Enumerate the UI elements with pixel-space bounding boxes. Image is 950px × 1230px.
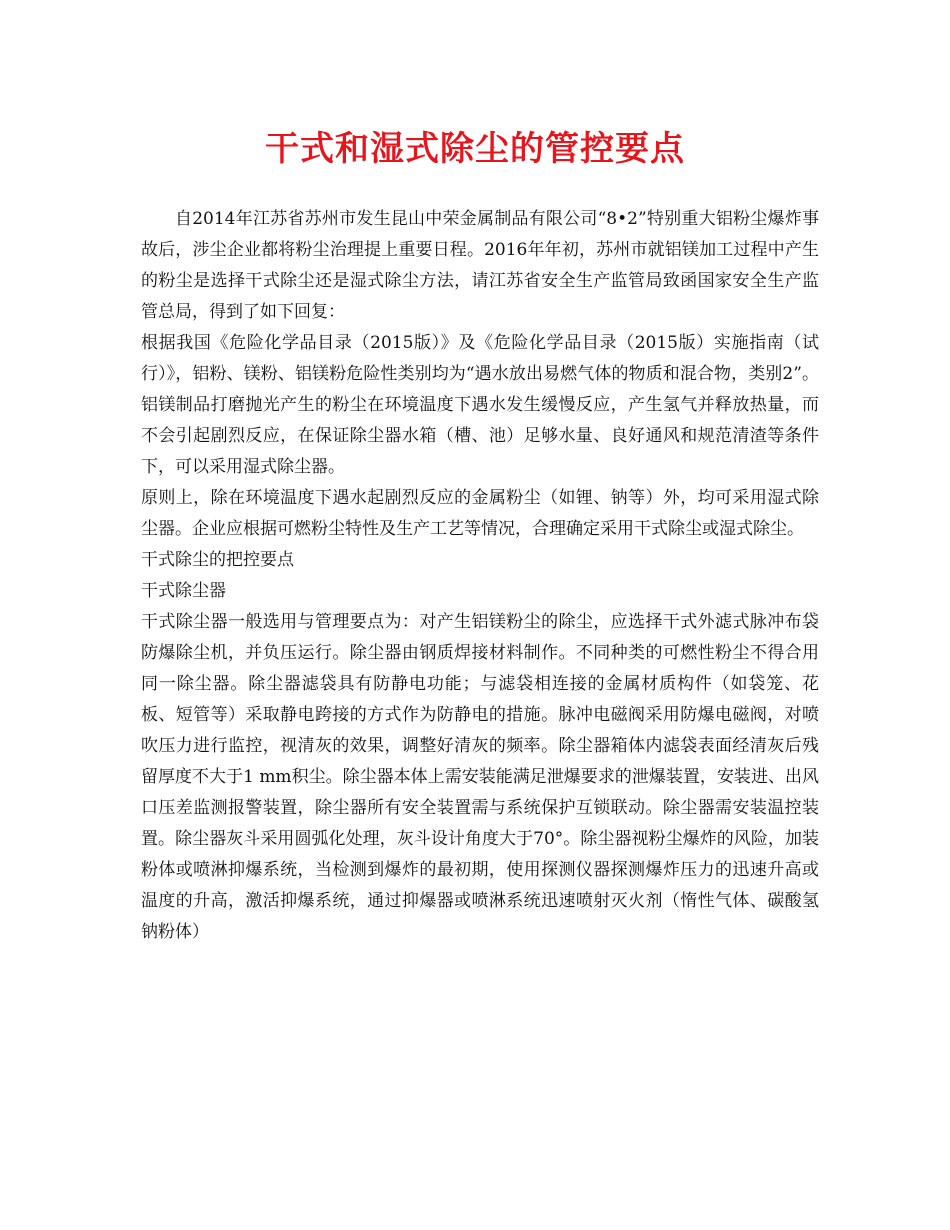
subsection-heading-dry-dust-collector: 干式除尘器 [141,581,226,601]
paragraph-intro: 自2014年江苏省苏州市发生昆山中荣金属制品有限公司“8•2”特别重大铝粉尘爆炸事故后，涉尘企业都将粉尘治理提上重要日程。2016年年初，苏州市就铝镁加工过程中产生的粉尘是选择干式除尘还是湿式除尘方法，请江苏省安全生产监管局致函国家安全生产监管总局，得到了如下回复： [141,209,819,322]
document-body [141,204,819,948]
paragraph-principle: 原则上，除在环境温度下遇水起剧烈反应的金属粉尘（如锂、钠等）外，均可采用湿式除尘器。企业应根据可燃粉尘特性及生产工艺等情况，合理确定采用干式除尘或湿式除尘。 [141,488,819,539]
paragraph-reply: 根据我国《危险化学品目录（2015版）》及《危险化学品目录（2015版）实施指南（试行）》，铝粉、镁粉、铝镁粉危险性类别均为“遇水放出易燃气体的物质和混合物，类别2”。铝镁制品打磨抛光产生的粉尘在环境温度下遇水发生缓慢反应，产生氢气并释放热量，而不会引起剧烈反应，在保证除尘器水箱（槽、池）足够水量、良好通风和规范清渣等条件下，可以采用湿式除尘器。 [141,333,819,477]
paragraph-dry-collector-requirements: 干式除尘器一般选用与管理要点为：对产生铝镁粉尘的除尘，应选择干式外滤式脉冲布袋防爆除尘机，并负压运行。除尘器由钢质焊接材料制作。不同种类的可燃性粉尘不得合用同一除尘器。除尘器滤袋具有防静电功能；与滤袋相连接的金属材质构件（如袋笼、花板、短管等）采取静电跨接的方式作为防静电的措施。脉冲电磁阀采用防爆电磁阀，对喷吹压力进行监控，视清灰的效果，调整好清灰的频率。除尘器箱体内滤袋表面经清灰后残留厚度不大于1 mm积尘。除尘器本体上需安装能满足泄爆要求的泄爆装置，安装进、出风口压差监测报警装置，除尘器所有安全装置需与系统保护互锁联动。除尘器需安装温控装置。除尘器灰斗采用圆弧化处理，灰斗设计角度大于70°。除尘器视粉尘爆炸的风险，加装粉体或喷淋抑爆系统，当检测到爆炸的最初期，使用探测仪器探测爆炸压力的迅速升高或温度的升高，激活抑爆系统，通过抑爆器或喷淋系统迅速喷射灭火剂（惰性气体、碳酸氢钠粉体） [141,612,819,942]
section-heading-dry-dust-removal: 干式除尘的把控要点 [141,550,294,570]
page-title: 干式和湿式除尘的管控要点 [265,129,685,169]
